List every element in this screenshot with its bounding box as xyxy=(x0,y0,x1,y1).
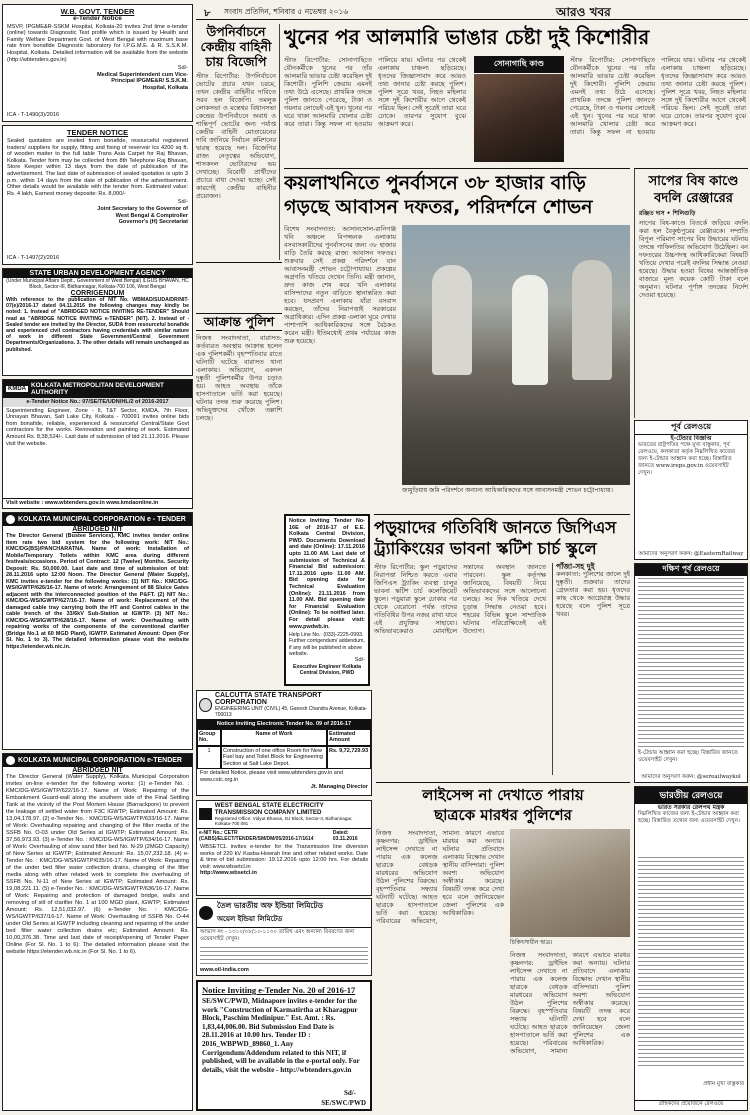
article-byline: রঞ্জিত দাস • শিলিগুড়ি xyxy=(639,210,696,217)
article-gps-tracking xyxy=(374,514,630,778)
ad-title: পূর্ব রেলওয়ে xyxy=(635,421,747,435)
indian-railway-ad xyxy=(634,786,748,1111)
ad-body: নিম্নলিখিত কাজের জন্য ই-টেন্ডার আহ্বান করা হচ্ছে। বিস্তারিত তথ্যের জন্য ওয়েবসাইট দেখুন। xyxy=(638,811,740,825)
kmc-etender-ad-2 xyxy=(2,753,193,1111)
ad-body: Notice Inviting Tender No-16E of 2016-17 of E.E. Kolkata Central Division, PWD. Documents Download and date (Online): 17.11.2016 upto 11.00 AM. Last date of submission of Technical & Financial Bid submission: 17.11.2016 upto 11.00 AM. Bid opening date for Technical Evaluation (Online): 21.11.2016 from 11.00 AM. Bid opening date for Financial Evaluation (Online): To be notified later. For detail please visit: www.pwdwb.in. xyxy=(289,518,365,630)
photo-caption: চিকিৎসাধীন ছাত্র। xyxy=(510,939,553,946)
ad-title: Notice Inviting e-Tender No. 20 of 2016-17 xyxy=(202,985,356,995)
ad-title: দক্ষিণ পূর্ব রেলওয়ে xyxy=(635,564,747,576)
ad-signatory: Joint Secretary to the Governor of West Bengal & Comptroller Governor's (H) Secretariat xyxy=(97,205,188,226)
ad-signatory: SE/SWC/PWD xyxy=(321,1099,366,1107)
article-headline-line1: পড়ুয়াদের গতিবিধি জানতে জিপিএস xyxy=(374,518,617,537)
ad-footer: For detailed Notice, please visit www.wbtenders.gov.in and www.cstc.org.in xyxy=(200,770,343,783)
tender-notice-ad xyxy=(2,125,193,265)
article-body: সাপের বিষ-কাণ্ডে বিতর্কে জড়িয়ে বদলি করা হল বৈকুণ্ঠপুরের রেঞ্জারকে। সম্প্রতি বিপুল পরিমাণ সাপের বিষ উদ্ধারের ঘটনায় তদন্তে গাফিলতির অভিযোগ উঠেছিল। বন দফতরের উচ্চপদস্থ আধিকারিকেরা বিষয়টি খতিয়ে দেখার পরেই বদলির সিদ্ধান্ত নেওয়া হয়েছে। উদ্ধার হওয়া বিষের আন্তর্জাতিক বাজারে মূল্য কয়েক কোটি টাকা বলে অনুমান। ঘটনার পূর্ণাঙ্গ তদন্তের নির্দেশ দেওয়া হয়েছে। xyxy=(639,219,748,300)
ad-signatory: Medical Superintendent cum Vice-Principal IPGME&R/ S.S.K.M. Hospital, Kolkata xyxy=(97,71,188,91)
ad-signatory: Jt. Managing Director xyxy=(310,784,368,791)
ad-body: The Director General (Bustee Services), KMC invites tender online item rate two bid system for the following work: NIT No.: KMC/DG(BS)/PANCHARATNA. Name of work: Installation of Mobile/Temporary Toilets within KMC area during different festivals/occasions. Period of Contract: 12 (Twelve) Months. Security Deposit: Rs. 50,000.00. Last date and time of submission of bid: 28.11.2016 upto 12:00 Noon. The Director General (Water Supply), KMC invites e-tender for the following works: (1) NIT No.: KMC/DG-WS/IGWTP/626/16-17. Name of work: Arrangement of 88 Sluice Gates adjacent with the interconnected position of the P&FT. (2) NIT No.: KMC/DG-WS/IGWTP/627/16-17. Name of work: Replacement of the damaged cable tray carrying both the HT and Control cables in the cable trench of the 33/6kV Sub-Station at IGWTP. (3) NIT No.: KMC/DG-WS/IGWTP/628/16-17. Name of work: Overhauling with repairing works of the components of the conventional clarifier (Bridge No.1 at 60 MGD Plant), IGWTP. Estimated Amount: Open (For Sl. No. 1 to 3). The detailed information please visit the website https://etender.wb.nic.in. xyxy=(6,533,189,650)
article-headline: সাপের বিষ কাণ্ডে বদলি রেঞ্জারের xyxy=(648,174,739,206)
ad-header xyxy=(197,691,371,720)
ad-header xyxy=(3,380,192,398)
ad-body: MSVP, IPGME&R-SSKM Hospital, Kolkata-20 invites 2nd time e-tender (online) towards Diagnostic Test profile which is issued by Health and Family Welfare Department Govt. of West Bengal with maximum base rate from bonafide Diagnostic laboratory for I.P.G.M.E. & R. S.S.K.M. Hospital, Kolkata. Detailed information will be available from the website (http://wbtenders.gov.in) xyxy=(7,23,188,63)
ad-title: W.B. GOVT. TENDER xyxy=(60,7,135,16)
ad-sub: তৈল ভারতীয় অফ ইন্ডিয়া লিমিটেড xyxy=(217,901,324,910)
article-headline-line1: লাইসেন্স না দেখাতে পারায় xyxy=(422,786,584,804)
article-headline: খুনের পর আলমারি ভাঙার চেষ্টা দুই কিশোরীর xyxy=(284,25,650,49)
tender-table xyxy=(638,578,744,748)
wbsetcl-logo-icon xyxy=(199,808,212,820)
ad-sd: Sd/- xyxy=(177,65,188,72)
article-headline-line2: ট্র্যাকিংয়ের ভাবনা স্কটিশ চার্চ স্কুলে xyxy=(374,539,597,558)
article-headline-line2: ছাত্রকে মারধর পুলিশের xyxy=(434,806,572,824)
page-masthead xyxy=(196,4,748,20)
ad-notice: ই-টেন্ডার বিজ্ঞপ্তি xyxy=(670,435,712,442)
ad-footer: গ্রাহকদের প্রয়োজনে রেলওয়ে xyxy=(635,1100,747,1108)
article-body-text-2: নিজস্ব সংবাদদাতা, কৃষ্ণনগর: ড্রাইভিং লাইসেন্স দেখাতে না পারায় এক কলেজ ছাত্রকে বেধড়ক মারধরের অভিযোগ উঠল পুলিশের বিরুদ্ধে। বৃহস্পতিবার সন্ধ্যায় ঘটনাটি ঘটেছে। আহত ছাত্রকে হাসপাতালে ভর্তি করা হয়েছে। পরিবারের অভিযোগ, সামান্য কারণে এভাবে মারধর করা অন্যায়। ঘটনার প্রতিবাদে এলাকায় বিক্ষোভ দেখান স্থানীয় বাসিন্দারা। পুলিশ অবশ্য অভিযোগ অস্বীকার করেছে। বিষয়টি তদন্ত করে দেখা হবে বলে জানিয়েছেন জেলা পুলিশের এক আধিকারিক। xyxy=(510,951,630,1055)
article-photo xyxy=(510,829,630,937)
ad-header xyxy=(197,899,371,928)
ad-nit: e-NIT No.: CETR (CABS)/ELECT/TENDER/SM/DM/05/2016-17/1614 xyxy=(199,829,314,843)
sidebar-headline: পাঁজা-সহ দুই xyxy=(556,562,595,571)
ad-notice: Notice Inviting Electronic Tender No. 09 of 2016-17 xyxy=(197,720,371,729)
section-title: আরও খবর xyxy=(556,5,611,19)
article-sidebar xyxy=(552,563,630,775)
ad-body: WBSETCL invites e-tender for the Transmission line diversion works of 220 kV Kasba-Howrah line and other related works. Date & time of bid submission: 19.12.2016 upto 12:00 hrs. For details visit: www.wbsetcl.in xyxy=(200,844,368,870)
ad-body: Superintending Engineer, Zone - II, T&T Sector, KMDA, 7th Floor, Unnayan Bhavan, Salt Lake City, Kolkata - 700091 invites online bids from bonafide, reliable, experienced & resourceful Central/State Govt contractors for the works. Renovation and painting of work. Estimated Amount Rs. 8,38,524/-. Last date of submission of bid 21.11.2016. Please visit the website. xyxy=(6,407,189,447)
ad-detail-lines xyxy=(200,947,368,965)
ad-table xyxy=(197,729,371,770)
pwd-20-tender-ad xyxy=(196,980,372,1111)
ad-body: Sealed quotation are invited from bonafide, resourceful registered traders/ suppliers for supply, fitting and fixing of reservoir lcs 4200 sq ft. of wooden matter to the full table Trans Asia Carpet for Raj Bhavan, Kolkata. Tender form may be collected from 8th Telephone Raj Bhavan, Store Keeper within 13 days from the date of publication of the advertisement. The last date of submission of sealed quotation is upto 3 p.m. within 14 days from the date of publication of the advertisement. Other details would be available with the tender from. Estimated value: Rs. 4 lakh, Earnest money deposite: Rs. 8,000/- xyxy=(7,138,188,197)
ad-header xyxy=(197,801,371,829)
article-body-left xyxy=(284,56,466,160)
ad-ref: ICA - T-1490(3)/2016 xyxy=(7,112,60,119)
kmc-etender-ad-1 xyxy=(2,512,193,750)
article-photo xyxy=(474,74,564,162)
article-headline: আক্রান্ত পুলিশ xyxy=(196,313,282,331)
ad-body: SE/SWC/PWD, Midnapore invites e-tender for the work "Construction of Karmatirtha at Kharagpur Block, Paschim Medinipur." Est. Amt. : Rs. 1,83,44,006.00. Bid Submission End Date is 28.11.2016 at 10.00 hrs. Tender ID : 2016_WBPWD_89860_1. Any Corrigendum/Addendum related to this NIT, if published, will be available in the e-portal only. For details, visit the website - http://wbtenders.gov.in xyxy=(202,997,360,1074)
suda-corrigendum-ad xyxy=(2,268,193,376)
article-body: স্টাফ রিপোর্টার: সোনাগাছিতে যৌনকর্মীকে খুনের পর তাঁর আলমারি ভাঙার চেষ্টা করেছিল দুই কিশোরী। পুলিশি জেরায় এমনই তথ্য উঠে এসেছে। প্রাথমিক তদন্তে পুলিশ জানতে পেরেছে, টাকা ও গয়নার লোভেই এই খুন। খুনের পর ঘরে থাকা আলমারি খোলার চেষ্টা করে তারা। কিন্তু সফল না হওয়ায় পালিয়ে যায়। ঘটনার পর থেকেই এলাকায় চাঞ্চল্য ছড়িয়েছে। ধৃতদের জিজ্ঞাসাবাদ করে আরও তথ্য জানার চেষ্টা করছে পুলিশ। পুলিশ সূত্রে খবর, নিহত মহিলার সঙ্গে দুই কিশোরীর আগে থেকেই পরিচয় ছিল। সেই সূত্রেই তারা ঘরে ঢোকে। তারপর সুযোগ বুঝে আক্রমণ করে। xyxy=(284,56,466,128)
article-body-continued: স্টাফ রিপোর্টার: সোনাগাছিতে যৌনকর্মীকে খুনের পর তাঁর আলমারি ভাঙার চেষ্টা করেছিল দুই কিশোরী। পুলিশি জেরায় এমনই তথ্য উঠে এসেছে। প্রাথমিক তদন্তে পুলিশ জানতে পেরেছে, টাকা ও গয়নার লোভেই এই খুন। খুনের পর ঘরে থাকা আলমারি খোলার চেষ্টা করে তারা। কিন্তু সফল না হওয়ায় পালিয়ে যায়। ঘটনার পর থেকেই এলাকায় চাঞ্চল্য ছড়িয়েছে। ধৃতদের জিজ্ঞাসাবাদ করে আরও তথ্য জানার চেষ্টা করছে পুলিশ। পুলিশ সূত্রে খবর, নিহত মহিলার সঙ্গে দুই কিশোরীর আগে থেকেই পরিচয় ছিল। সেই সূত্রেই তারা ঘরে ঢোকে। তারপর সুযোগ বুঝে আক্রমণ করে। xyxy=(570,56,746,136)
table-header: Estimated Amount xyxy=(327,729,371,746)
article-body-text: স্টাফ রিপোর্টার: স্কুল পড়ুয়াদের নিরাপত্তা নিশ্চিত করতে এবার জিপিএস ট্র্যাকিং ব্যবস্থা চালুর ভাবনা স্কটিশ চার্চ কলেজিয়েট স্কুলে। পড়ুয়ারা স্কুলে ঢোকার পর থেকে বেরোনো পর্যন্ত তাদের গতিবিধির উপর নজর রাখা যাবে এই প্রযুক্তির সাহায্যে। অভিভাবকেরাও মোবাইলে সন্তানের অবস্থান জানতে পারবেন। স্কুল কর্তৃপক্ষ জানিয়েছে, বিষয়টি নিয়ে অভিভাবকদের সঙ্গে আলোচনা চলছে। সব দিক খতিয়ে দেখে চূড়ান্ত সিদ্ধান্ত নেওয়া হবে। শহরের বিভিন্ন স্কুলে সাম্প্রতিক ঘটনার পরিপ্রেক্ষিতেই এই উদ্যোগ। xyxy=(374,563,546,635)
kmc-emblem-icon xyxy=(6,756,15,765)
article-kendriya-bahini xyxy=(196,24,280,260)
sidebar-body: কলকাতা: পুলিশের জালে দুই দুষ্কৃতী। শুক্রবার তাদের গ্রেফতার করা হয়। ধৃতদের কাছ থেকে আগ্নেয়াস্ত্র উদ্ধার হয়েছে বলে পুলিশ সূত্রে খবর। xyxy=(556,570,630,619)
ad-date: Dated: 03.11.2016 xyxy=(332,829,358,843)
article-body: স্টাফ রিপোর্টার: উপনির্বাচনে ভোটের প্রচার যখন চরমে, তখন কেন্দ্রীয় বাহিনীর দাবিতে সরব হল বিজেপি। তমলুক লোকসভা ও মন্তেশ্বর বিধানসভা কেন্দ্রের উপনির্বাচনে অবাধ ও শান্তিপূর্ণ ভোটের জন্য পর্যাপ্ত কেন্দ্রীয় বাহিনী মোতায়েনের দাবি জানিয়ে নির্বাচন কমিশনের দ্বারস্থ হয়েছে দল। বিজেপির রাজ্য নেতৃত্বের অভিযোগ, শাসকদল ভোটারদের ভয় দেখাচ্ছে। বিরোধী প্রার্থীদের প্রচারে বাধা দেওয়া হচ্ছে। সেই কারণেই কেন্দ্রীয় বাহিনীর প্রয়োজন। xyxy=(196,72,276,200)
ad-heading: ABRIDGED NIT xyxy=(72,767,123,774)
ad-sd: Sd/- xyxy=(177,199,188,206)
article-body: নিজস্ব সংবাদদাতা, বারাসত: কর্তব্যরত অবস্থায় আক্রান্ত হলেন এক পুলিশকর্মী। বৃহস্পতিবার রাতে ঘটনাটি ঘটেছে বারাসত থানা এলাকায়। অভিযোগ, একদল দুষ্কৃতী পুলিশকর্মীর উপর চড়াও হয়। আহত অবস্থায় তাঁকে হাসপাতালে ভর্তি করা হয়েছে। ঘটনার তদন্ত শুরু করেছে পুলিশ। অভিযুক্তদের খোঁজে তল্লাশি চলছে। xyxy=(196,334,282,422)
page-number: ৮ xyxy=(204,8,211,19)
ad-title: KOLKATA METROPOLITAN DEVELOPMENT AUTHORITY xyxy=(31,382,164,396)
article-koyla xyxy=(284,168,630,506)
ad-footer: আমাদের অনুসরণ করুন: @sereailwaykol xyxy=(641,773,741,780)
ad-nit-row xyxy=(197,829,371,844)
railway-se-ad xyxy=(634,563,748,783)
kmc-emblem-icon xyxy=(6,515,15,524)
wbsetcl-tender-ad xyxy=(196,800,372,896)
wb-govt-tender-ad xyxy=(2,4,193,122)
ad-body: ভারতের রাষ্ট্রপতির পক্ষে মুখ্য বাস্তুকার, পূর্ব রেলওয়ে, কলকাতা কর্তৃক নিম্নলিখিত কাজের জন্য ই-টেন্ডার আহ্বান করা হচ্ছে। বিস্তারিত জানতে www.ireps.gov.in ওয়েবসাইট দেখুন। xyxy=(638,442,736,476)
ad-help: Help Line No.: (033)-2225-0993. Further corrigendum/ addendum, if any will be published in above website. xyxy=(289,632,365,657)
ad-heading: ABRIDGED NIT xyxy=(72,526,123,533)
article-aakranto-police xyxy=(196,262,282,510)
ad-sub: ভারত সরকার রেলপথ মন্ত্রক xyxy=(657,804,725,811)
ad-title: KOLKATA MUNICIPAL CORPORATION e-TENDER xyxy=(18,757,182,764)
ad-header xyxy=(3,754,192,767)
ad-sd: Sd/- xyxy=(354,656,365,663)
article-headline: উপনির্বাচনে কেন্দ্রীয় বাহিনী চায় বিজেপি xyxy=(200,24,272,69)
article-license xyxy=(376,782,630,1111)
article-tag: সোনাগাছি কাণ্ড xyxy=(474,56,564,73)
ad-sub: (Under Municipal Affairs Deptt., Government of West Bengal) ILGUS BHAVAN, HC Block, Sector-III, Bidhannagar, Kolkata-700 106, West Bengal xyxy=(6,278,189,290)
article-body-continued xyxy=(510,951,630,1109)
ad-reg: Registered Office: Vidyut Bhavan, DJ Block, Sector-II, Bidhannagar, Kolkata-700 091 xyxy=(214,816,353,827)
photo-caption: জামুড়িয়ায় জমি পরিদর্শনে অন্যান্য আধিকারিকদের সঙ্গে আবাসনমন্ত্রী শোভন চট্টোপাধ্যায়। xyxy=(402,487,613,494)
oil-india-ad xyxy=(196,898,372,976)
ad-footer: আমাদের অনুসরণ করুন: @EasternRailway xyxy=(638,550,744,557)
table-header: Group No. xyxy=(197,729,221,746)
ad-body: ই-টেন্ডার আহ্বান করা হচ্ছে। বিস্তারিত জানতে ওয়েবসাইট দেখুন। xyxy=(638,750,738,763)
tender-table xyxy=(638,857,744,1067)
ad-title: অয়েল ইন্ডিয়া লিমিটেড xyxy=(217,914,283,923)
person-figure xyxy=(432,265,472,375)
article-body-right xyxy=(570,56,746,160)
ad-header xyxy=(3,513,192,526)
cstc-tender-ad xyxy=(196,690,372,796)
article-saap xyxy=(634,168,748,418)
ad-web: www.oil-india.com xyxy=(200,966,249,973)
ad-title: TENDER NOTICE xyxy=(66,128,129,137)
pwd-16e-tender-ad xyxy=(284,514,370,686)
ad-sub: ENGINEERING UNIT (CIVIL) 45, Ganesh Chandra Avenue, Kolkata-700013 xyxy=(214,706,368,718)
paper-date: সংবাদ প্রতিদিন, শনিবার ৫ নভেম্বর ২০১৬ xyxy=(224,7,349,16)
ad-title: CALCUTTA STATE TRANSPORT CORPORATION xyxy=(214,692,322,706)
ad-signatory: Executive Engineer Kolkata Central Division, PWD xyxy=(292,663,362,677)
ad-title: ভারতীয় রেলওয়ে xyxy=(635,787,747,804)
ad-title: STATE URBAN DEVELOPMENT AGENCY xyxy=(3,269,192,278)
table-cell: 1 xyxy=(197,746,221,770)
article-headline-line1: কয়লাখনিতে পুনর্বাসনে ৩৮ হাজার বাড়ি xyxy=(284,172,586,194)
person-figure xyxy=(572,260,612,380)
ad-body: With reference to the publication of NIT No. WBMAD/SUDA/DR/NIT-07(e)/2016-17 dated 04.11.2016 the following changes may kindly be noted: 1. Instead of "ABRIDGED NOTICE INVITING RE-TENDER" Should read as "ABRIDGE NOTICE INVITING e-TENDER" (NIT). 2. Instead of - Sealed tender are invited by the Director, SUDA from resourceful bonafide and experienced civil contractors having credentials with similar nature of work in different State Government/Central Government Departments/Organizations. 3. The other details will remain unchanged as published. xyxy=(6,297,189,353)
kmda-tender-ad xyxy=(2,379,193,509)
ad-signatory: প্রধান মুখ্য বাস্তুকার xyxy=(703,1080,744,1087)
article-photo xyxy=(402,225,630,485)
ad-subtitle: e-Tender Notice xyxy=(73,15,122,22)
person-figure xyxy=(512,275,548,385)
article-almari xyxy=(284,24,748,164)
oil-logo-icon xyxy=(199,906,213,920)
ad-heading: CORRIGENDUM xyxy=(70,290,125,297)
ad-sd: Sd/- xyxy=(343,1089,356,1097)
article-body xyxy=(374,563,546,775)
kmda-logo-icon: KMDA xyxy=(8,386,26,392)
cstc-logo-icon xyxy=(199,698,212,712)
ad-nit: e-Tender Notice No.: 07/SE/TE/UDN/HL/2 of 2016-2017 xyxy=(3,398,192,407)
ad-title: WEST BENGAL STATE ELECTRICITY TRANSMISSION COMPANY LIMITED xyxy=(214,802,324,816)
article-body: বিশেষ সংবাদদাতা: আসানসোল-রানিগঞ্জ খনি অঞ্চলে বিপজ্জনক এলাকায় বসবাসকারীদের পুনর্বাসনের জন্য ৩৮ হাজার বাড়ি তৈরি করছে রাজ্য আবাসন দফতর। শুক্রবার সেই প্রকল্প পরিদর্শনে যান আবাসনমন্ত্রী শোভন চট্টোপাধ্যায়। প্রকল্পের অগ্রগতি খতিয়ে দেখেন তিনি। মন্ত্রী জানান, দ্রুত কাজ শেষ করে খনি এলাকার বাসিন্দাদের নতুন বাড়িতে স্থানান্তরিত করা হবে। ধসপ্রবণ এলাকায় যাঁরা বসবাস করছেন, তাঁদের নিরাপত্তাই সরকারের অগ্রাধিকার। এদিন প্রকল্প এলাকা ঘুরে দেখার পাশাপাশি আধিকারিকদের সঙ্গে বৈঠকও করেন মন্ত্রী। ইতিমধ্যেই প্রথম পর্যায়ের কাজ শুরু হয়েছে। xyxy=(284,225,396,345)
ad-ref: ICA - T-1497(2)/2016 xyxy=(7,255,60,262)
article-headline-line2: গড়ছে আবাসন দফতর, পরিদর্শনে শোভন xyxy=(284,196,593,218)
ad-body: The Director General (Water Supply), Kolkata Municipal Corporation invites on-line e-tender for the following works: (1) e-Tender No. : KMC/DG-WS/IGWTP/622/16-17. Name of Work: Repairing of the Embankment Guard-wall along the southern side of the Final Settling Tank at the vicinity of the Post Mortem House (Barrackpore) to prevent the leakage of settled water from F3C IGWTP; Estimated Amount: Rs. 13,04,178.97. (2) e-Tender No. : KMC/DG-WS/IGWTP/633/16-17. Name of Work: Overhauling repairing and changing of the filter media of the SSFB No. O-03 under Old Series at IGWTP; Estimated Amount: Rs. 37,56,973.93. (3) e-Tender No. : KMC/DG-WS/IGWTP/634/16-17. Name of Work: Overhauling of slow sand filter bed No. N-29 (2MGD Capacity) of New Series at IGWTP; Estimated Amount: Rs. 15,07,232.18. (4) e-Tender No. : KMC/DG-WS/IGWTP/635/16-17. Name of Work: Repairing of the under bed filter water collection drains, changing of the filter media along with other related work to complete the overhauling of SSFB No. N-11 of New Series at IGWTP; Estimated Amount: Rs. 19,08,221.11. (5) e-Tender No. : KMC/DG-WS/IGWTP/636/16-17. Name of Work: Repairing and protection of damaged bridge, walls and removing of silt of clarifier No. 1 at 100 MGD plant, IGWTP; Estimated Amount: Rs. 12,51,032.97. (6) e-Tender No. : KMC/DG-WS/IGWTP/637/16-17. Name of Work: Overhauling of SSFB No. O-44 under Old Series at IGWTP including cleaning and repairing of the under bed filter water collection drains etc; Estimated Amount: Rs. 10,00,376.38. Time and last date of receipt/opening of Tender Paper Online (For Sl. No. 1 to 6): The detailed information please visit the website https://etender.wb.nic.in (For Sl. No. 1 to 6). xyxy=(6,774,189,955)
ad-web: http://www.wbsetcl.in xyxy=(200,870,257,877)
ad-body: আভাস নং - ১৩১০/০৮/১০-১১৩০ তারিখ এবং অন্যান্য বিবরণের জন্য ওয়েবসাইট দেখুন। xyxy=(200,929,355,943)
article-body-text: নিজস্ব সংবাদদাতা, কৃষ্ণনগর: ড্রাইভিং লাইসেন্স দেখাতে না পারায় এক কলেজ ছাত্রকে বেধড়ক মারধরের অভিযোগ উঠল পুলিশের বিরুদ্ধে। বৃহস্পতিবার সন্ধ্যায় ঘটনাটি ঘটেছে। আহত ছাত্রকে হাসপাতালে ভর্তি করা হয়েছে। পরিবারের অভিযোগ, সামান্য কারণে এভাবে মারধর করা অন্যায়। ঘটনার প্রতিবাদে এলাকায় বিক্ষোভ দেখান স্থানীয় বাসিন্দারা। পুলিশ অবশ্য অভিযোগ অস্বীকার করেছে। বিষয়টি তদন্ত করে দেখা হবে বলে জানিয়েছেন জেলা পুলিশের এক আধিকারিক। xyxy=(376,829,504,925)
ad-title: KOLKATA MUNICIPAL CORPORATION e - TENDER xyxy=(18,516,186,523)
table-header: Name of Work xyxy=(221,729,327,746)
table-cell: Rs. 9,72,729.93 xyxy=(327,746,371,770)
article-body xyxy=(376,829,504,1109)
railway-er-ad xyxy=(634,420,748,560)
table-cell: Construction of one office Room for New Fuel bay and Toilet Block for Engineering Section at Salt Lake Depot. xyxy=(221,746,327,770)
ad-visit: Visit website : www.wbtenders.gov.in www.kmdaonline.in xyxy=(3,498,192,508)
